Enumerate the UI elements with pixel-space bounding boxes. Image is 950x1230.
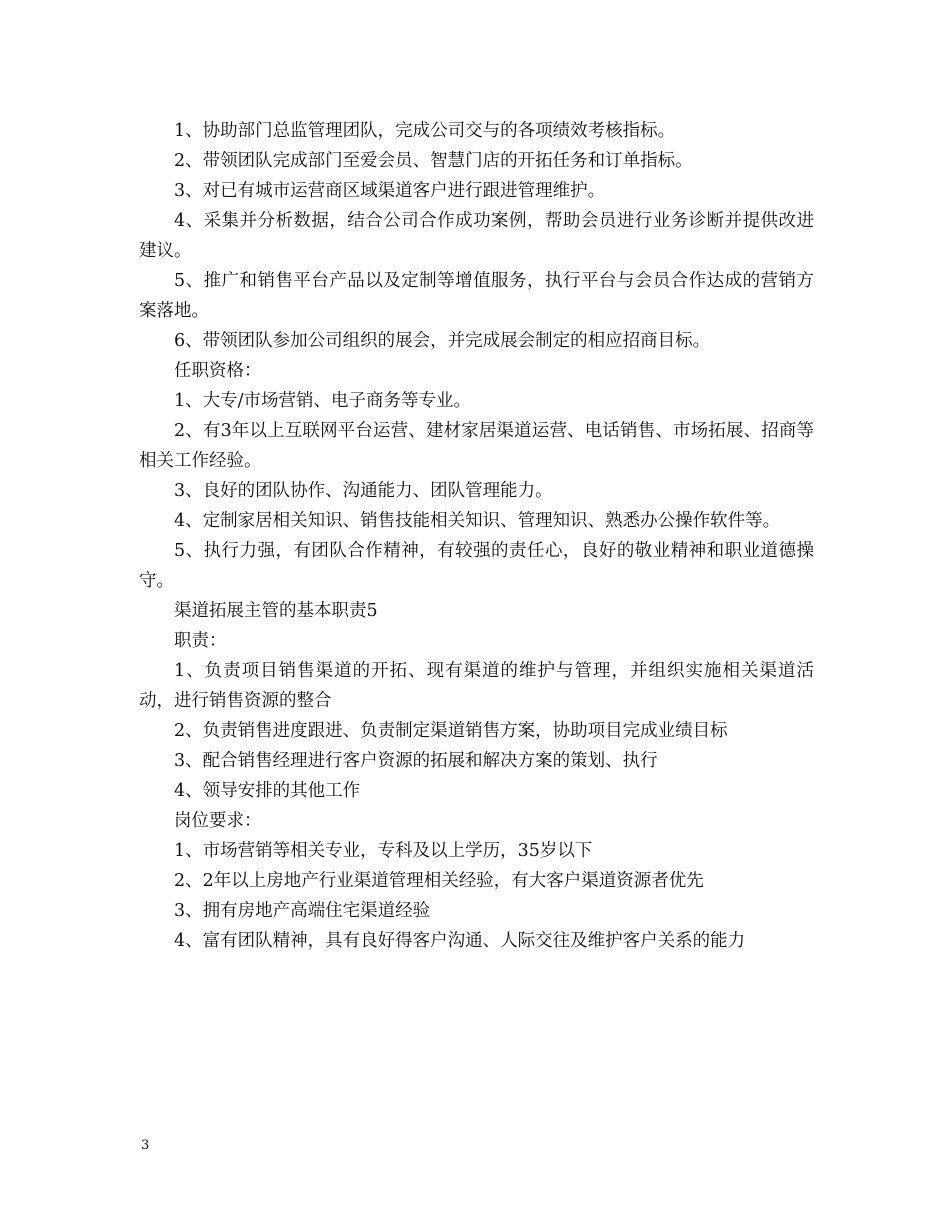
document-body: [139, 116, 814, 956]
paragraph: 3、良好的团队协作、沟通能力、团队管理能力。: [174, 481, 553, 501]
paragraph: 5、推广和销售平台产品以及定制等增值服务，执行平台与会员合作达成的营销方案落地。: [139, 271, 814, 321]
paragraph: 2、带领团队完成部门至爱会员、智慧门店的开拓任务和订单指标。: [174, 151, 693, 171]
paragraph: 2、有3年以上互联网平台运营、建材家居渠道运营、电话销售、市场拓展、招商等相关工作经验。: [139, 421, 814, 471]
paragraph: 1、大专/市场营销、电子商务等专业。: [174, 391, 472, 411]
paragraph: 1、负责项目销售渠道的开拓、现有渠道的维护与管理，并组织实施相关渠道活动，进行销售资源的整合: [139, 661, 814, 711]
paragraph: 6、带领团队参加公司组织的展会，并完成展会制定的相应招商目标。: [174, 331, 711, 351]
paragraph: 1、协助部门总监管理团队，完成公司交与的各项绩效考核指标。: [174, 121, 676, 141]
paragraph: 4、采集并分析数据，结合公司合作成功案例，帮助会员进行业务诊断并提供改进建议。: [139, 211, 814, 261]
section-heading: 岗位要求：: [174, 811, 262, 831]
paragraph: 3、拥有房地产高端住宅渠道经验: [174, 901, 431, 921]
section-heading: 任职资格：: [174, 361, 262, 381]
paragraph: 3、对已有城市运营商区域渠道客户进行跟进管理维护。: [174, 181, 606, 201]
paragraph: 4、领导安排的其他工作: [174, 781, 361, 801]
paragraph: 5、执行力强，有团队合作精神，有较强的责任心，良好的敬业精神和职业道德操守。: [139, 541, 814, 591]
page-number: 3: [141, 1138, 150, 1153]
paragraph: 1、市场营销等相关专业，专科及以上学历，35岁以下: [174, 841, 593, 861]
section-heading: 职责：: [174, 631, 227, 651]
paragraph: 2、2年以上房地产行业渠道管理相关经验，有大客户渠道资源者优先: [174, 871, 704, 891]
section-title: 渠道拓展主管的基本职责5: [174, 601, 378, 621]
paragraph: 4、富有团队精神，具有良好得客户沟通、人际交往及维护客户关系的能力: [174, 931, 746, 951]
paragraph: 2、负责销售进度跟进、负责制定渠道销售方案，协助项目完成业绩目标: [174, 721, 728, 741]
paragraph: 3、配合销售经理进行客户资源的拓展和解决方案的策划、执行: [174, 751, 658, 771]
paragraph: 4、定制家居相关知识、销售技能相关知识、管理知识、熟悉办公操作软件等。: [174, 511, 781, 531]
